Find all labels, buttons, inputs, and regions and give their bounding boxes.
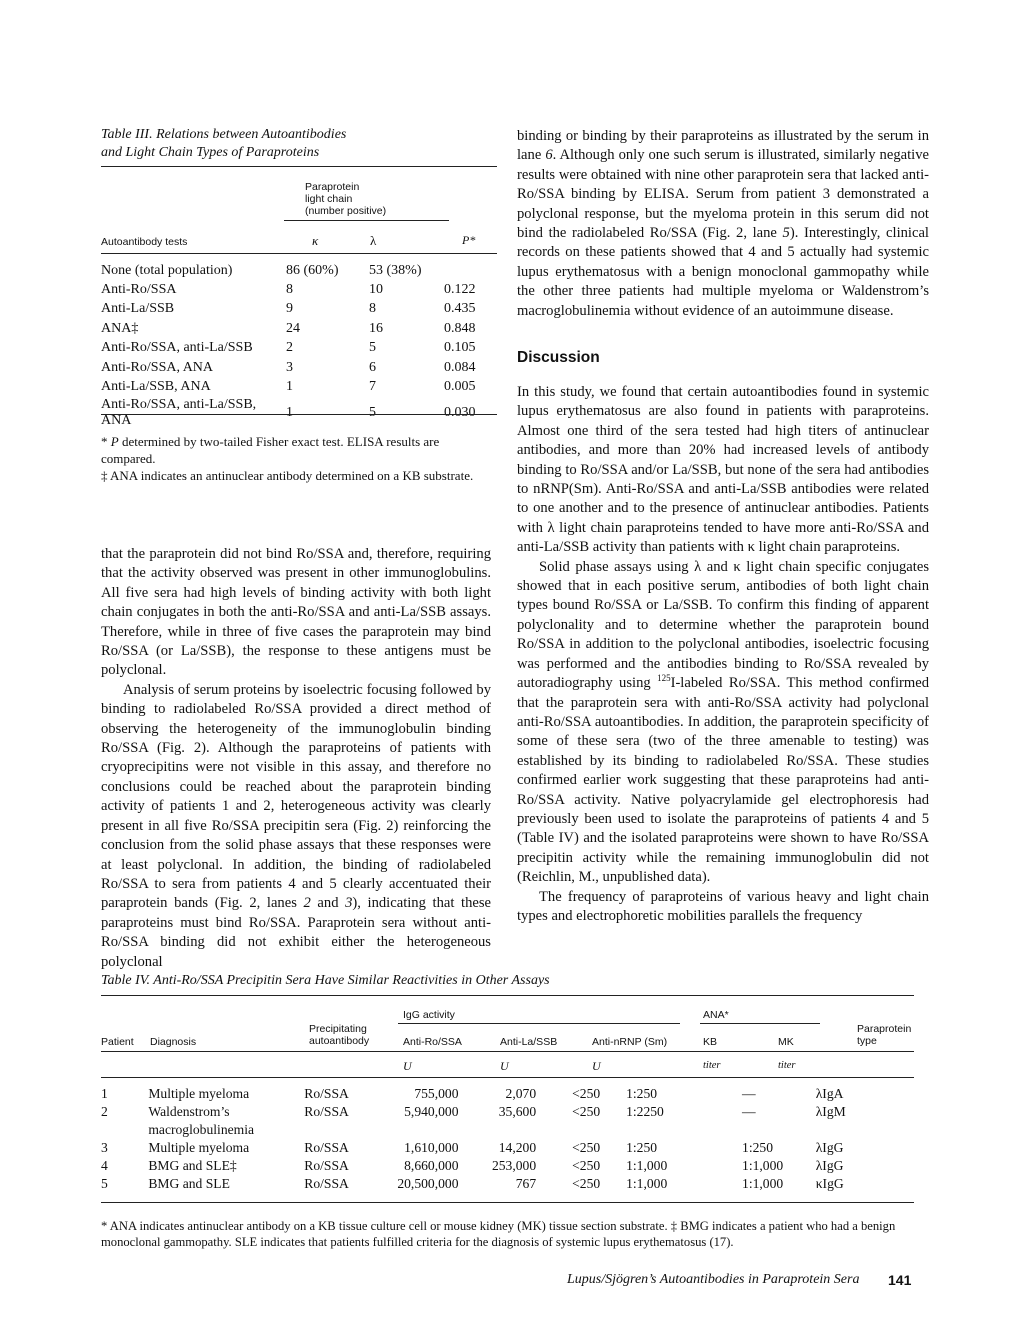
table4-cell-kb: 1:1,000: [626, 1176, 668, 1191]
table3-group-rule: [284, 220, 449, 221]
table4-header-precipitating: Precipitating autoantibody: [309, 1023, 370, 1047]
table3-rows: [101, 261, 497, 429]
table4-header-ana: ANA*: [703, 1009, 729, 1021]
table3-row: [101, 339, 497, 358]
table4-cell-anti-nrnp: <250: [572, 1104, 601, 1119]
table3-cell-autoantibody: ANA‡: [101, 320, 139, 336]
table3-cell-kappa: 2: [286, 340, 293, 356]
table4-header-anti-la: Anti-La/SSB: [500, 1036, 558, 1048]
table3-cell-kappa: 86 (60%): [286, 262, 339, 278]
table4-cell-patient: 3: [101, 1140, 108, 1155]
table3-cell-autoantibody: Anti-La/SSB, ANA: [101, 379, 211, 395]
table4-cell-anti-la: 2,070: [505, 1086, 537, 1101]
table3-cell-autoantibody: Anti-Ro/SSA, anti-La/SSB: [101, 340, 253, 356]
table3-body: [101, 261, 497, 429]
table4-row: [101, 1085, 914, 1103]
table4-ana-rule: [700, 1023, 820, 1024]
table4-cell-type: λIgM: [815, 1104, 846, 1119]
right-column-top: [517, 127, 929, 321]
table4-unit-mk: titer: [778, 1060, 796, 1071]
table3-cell-p: 0.122: [444, 282, 476, 298]
table4-cell-anti-nrnp: <250: [572, 1158, 601, 1173]
table4-cell-type: κIgG: [815, 1176, 844, 1191]
page-number: 141: [888, 1272, 912, 1288]
table4-row: [101, 1157, 914, 1175]
table4-cell-precipitating: Ro/SSA: [304, 1104, 349, 1119]
table3-cell-p: 0.005: [444, 379, 476, 395]
diagnosis-line-continued: macroglobulinemia: [148, 1122, 255, 1137]
table3-cell-lambda: 8: [369, 301, 376, 317]
table4-cell-patient: 2: [101, 1104, 108, 1119]
table3-cell-lambda: 5: [369, 404, 376, 420]
right-column-body: [517, 383, 929, 926]
table4-cell-diagnosis: [148, 1139, 304, 1157]
table3-row: [101, 377, 497, 396]
table4-header-rule: [101, 1051, 914, 1052]
table3-cell-lambda: 16: [369, 320, 383, 336]
table4-footnote: * ANA indicates antinuclear antibody on a KB tissue culture cell or mouse kidney (MK) tissue section substrate. ‡ BMG indicates a patient who had a benign monoclonal gammopathy. SLE indicates that patients fulfilled criteria for the diagnosis of systemic lupus erythematosus (17).: [101, 1219, 896, 1249]
table4-header-paraprotein-type: Paraprotein type: [857, 1023, 912, 1047]
right-paragraph-4: The frequency of paraproteins of various heavy and light chain types and electrophoretic mobilities parallels the frequency: [517, 888, 929, 924]
table4-rows: [101, 1085, 914, 1193]
table3-header-lambda: λ: [370, 233, 377, 248]
table3-header-row: Autoantibody tests: [101, 236, 188, 248]
table4-cell-patient: 1: [101, 1086, 108, 1101]
table4-cell-patient: 4: [101, 1158, 108, 1173]
table4-cell-mk: 1:250: [742, 1140, 773, 1155]
table4-cell-type: λIgG: [815, 1140, 844, 1155]
table4-cell-anti-ro: 20,500,000: [397, 1176, 459, 1191]
diagnosis-line: Waldenstrom’s: [148, 1104, 230, 1119]
table4-row: [101, 1139, 914, 1157]
table3-row: [101, 300, 497, 319]
table4-header-mk: MK: [778, 1036, 794, 1048]
table3-cell-kappa: 24: [286, 320, 300, 336]
right-paragraph-1: binding or binding by their paraproteins as illustrated by the serum in lane 6. Although only one such serum is illustrated, similarly negative results were obtained with nine other paraprotein sera that lacked anti-Ro/SSA binding by ELISA. Serum from patient 3 demonstrated a polyclonal response, but the myeloma protein in this serum did not bind the radiolabeled Ro/SSA (Fig. 2, lane 5). Interestingly, clinical records on these patients showed that 4 and 5 actually had systemic lupus erythematosus with a benign monoclonal gammopathy while the other three patients had multiple myeloma or Waldenstrom’s macroglobulinemia without evidence of an autoimmune disease.: [517, 128, 929, 319]
table3-cell-lambda: 10: [369, 282, 383, 298]
table4-unit-ro: U: [403, 1059, 412, 1073]
table3-footnotes: [101, 433, 493, 484]
table4-cell-anti-nrnp: <250: [572, 1176, 601, 1191]
table4-cell-precipitating: Ro/SSA: [304, 1086, 349, 1101]
table4-caption: Table IV. Anti-Ro/SSA Precipitin Sera Have Similar Reactivities in Other Assays: [101, 973, 550, 988]
table4-cell-kb: 1:250: [626, 1140, 658, 1155]
table4-cell-anti-la: 253,000: [491, 1158, 537, 1173]
table3-cell-kappa: 1: [286, 404, 293, 420]
table3-cell-lambda: 5: [369, 340, 376, 356]
table4-unit-rule: [101, 1077, 914, 1078]
table3-caption: Table III. Relations between Autoantibodies and Light Chain Types of Paraproteins: [101, 127, 347, 160]
table4-row: [101, 1175, 914, 1193]
table3-cell-p: [444, 261, 497, 280]
table3-header-kappa: κ: [312, 233, 319, 248]
table4-unit-kb: titer: [703, 1060, 721, 1071]
table3-cell-kappa: 8: [286, 282, 293, 298]
table4-cell-type: λIgG: [815, 1158, 844, 1173]
table4-cell-mk: —: [742, 1104, 756, 1119]
table4-cell-kb: 1:2250: [626, 1104, 664, 1119]
table4-cell-anti-nrnp: <250: [572, 1086, 601, 1101]
table3-cell-autoantibody: Anti-Ro/SSA: [101, 282, 177, 298]
diagnosis-line: BMG and SLE‡: [148, 1158, 237, 1173]
table4-cell-anti-la: 14,200: [498, 1140, 537, 1155]
table3-cell-autoantibody: Anti-La/SSB: [101, 301, 175, 317]
table3-row: [101, 261, 497, 280]
table3-row: [101, 358, 497, 377]
table3-cell-kappa: 3: [286, 359, 293, 375]
table3-cell-p: 0.030: [444, 404, 476, 420]
table3-cell-lambda: 6: [369, 359, 376, 375]
table3-cell-p: 0.848: [444, 320, 476, 336]
table3-cell-autoantibody: None (total population): [101, 262, 233, 278]
table4-bottom-rule: [101, 1202, 914, 1203]
table4-cell-anti-la: 35,600: [498, 1104, 537, 1119]
table4-cell-anti-ro: 755,000: [414, 1086, 459, 1101]
table3-cell-kappa: 1: [286, 379, 293, 395]
table4-cell-precipitating: Ro/SSA: [304, 1140, 349, 1155]
table4-header-anti-nrnp: Anti-nRNP (Sm): [592, 1036, 668, 1048]
diagnosis-line: BMG and SLE: [148, 1176, 230, 1191]
table4-cell-anti-ro: 1,610,000: [404, 1140, 459, 1155]
table4-cell-kb: 1:1,000: [626, 1158, 668, 1173]
table4-cell-mk: 1:1,000: [742, 1176, 784, 1191]
table4-row: [101, 1103, 914, 1139]
table4-cell-precipitating: Ro/SSA: [304, 1158, 349, 1173]
right-paragraph-2: In this study, we found that certain autoantibodies found in systemic lupus erythematosus are also found in patients with paraproteins. Almost one third of the sera tested had high titers of antinuclear antibodies, and more than 20% had increased levels of antibody binding to Ro/SSA and/or La/SSB, but none of the sera had antibodies to nRNP(Sm). Anti-Ro/SSA and anti-La/SSB antibodies were related to one another and to the presence of antinuclear antibodies. Patients with λ light chain paraproteins tended to have more anti-Ro/SSA and anti-La/SSB activity than patients with κ light chain paraproteins.: [517, 384, 929, 556]
left-paragraph-1: that the paraprotein did not bind Ro/SSA and, therefore, requiring that the activity observed was present in other immunoglobulins. All five sera had high levels of binding activity with both light chain conjugates in both the anti-Ro/SSA and anti-La/SSB assays. Therefore, while in three of five cases the paraprotein may bind Ro/SSA (or La/SSB), the response to these antigens must be polyclonal.: [101, 546, 491, 679]
table4-cell-patient: 5: [101, 1176, 108, 1191]
table4-cell-anti-la: 767: [515, 1176, 537, 1191]
table3-row: [101, 397, 497, 429]
table4-unit-nrnp: U: [592, 1059, 601, 1073]
table3-cell-autoantibody: Anti-Ro/SSA, anti-La/SSB, ANA: [101, 396, 257, 428]
table3-cell-p: 0.435: [444, 301, 476, 317]
table3-header-rule: [101, 253, 497, 254]
table3-cell-autoantibody: Anti-Ro/SSA, ANA: [101, 359, 214, 375]
table4-top-rule: [101, 995, 914, 996]
table3-bottom-rule: [101, 414, 497, 415]
table4-cell-diagnosis: [148, 1157, 304, 1175]
table4-cell-diagnosis: [148, 1085, 304, 1103]
table3-cell-p: 0.084: [444, 359, 476, 375]
table4-cell-anti-nrnp: <250: [572, 1140, 601, 1155]
table3-footnote-1: * P determined by two-tailed Fisher exact test. ELISA results are compared.: [101, 434, 440, 466]
table4-cell-mk: 1:1,000: [742, 1158, 784, 1173]
table4-cell-precipitating: Ro/SSA: [304, 1176, 349, 1191]
right-paragraph-3: Solid phase assays using λ and κ light chain specific conjugates showed that in each positive serum, antibodies of both light chain types bound Ro/SSA or La/SSB. To confirm this finding of apparent polyclonality and to determine whether the paraprotein bound Ro/SSA in addition to the polyclonal antibodies, isoelectric focusing was performed and the antibodies binding to Ro/SSA revealed by autoradiography using $^{125}$I-labeled Ro/SSA. This method confirmed that the paraprotein sera with anti-Ro/SSA activity had polyclonal anti-Ro/SSA autoantibodies. In addition, the paraprotein specificity of some of these sera (two of the three amenable to testing) was established by its binding to radiolabeled Ro/SSA. These studies confirmed earlier work suggesting that these paraproteins had anti-Ro/SSA activity. Native polyacrylamide gel electrophoresis had previously been used to isolate the paraproteins of patients 4 and 5 (Table IV) and the isolated paraproteins were shown to have Ro/SSA precipitin activity while the remaining immunoglobulin did not (Reichlin, M., unpublished data).: [517, 558, 929, 886]
table3-header-p: P*: [462, 233, 476, 247]
table4-body: [101, 1085, 914, 1193]
table4-cell-mk: —: [742, 1086, 756, 1101]
table4-cell-anti-ro: 8,660,000: [404, 1158, 459, 1173]
left-paragraph-2: Analysis of serum proteins by isoelectric focusing followed by binding to radiolabeled Ro/SSA provided a direct method of observing the heterogeneity of the immunoglobulin binding Ro/SSA (Fig. 2). Although the paraproteins of patients with cryoprecipitins were not visible in this assay, and therefore no conclusions could be reached about the paraprotein binding activity of patients 1 and 2, heterogeneous activity was clearly present in all five Ro/SSA precipitin sera (Fig. 2) reinforcing the conclusion from the solid phase assays that these responses were at least polyclonal. In addition, the binding of radiolabeled Ro/SSA to sera from patients 4 and 5 clearly accentuated their paraprotein bands (Fig. 2, lanes 2 and 3), indicating that these paraproteins must bind Ro/SSA. Paraprotein sera without anti-Ro/SSA binding did not exhibit either the heterogeneous polyclonal: [101, 681, 491, 970]
table4-header-kb: KB: [703, 1036, 718, 1048]
table4-cell-diagnosis: [148, 1175, 304, 1193]
table4-cell-kb: 1:250: [626, 1086, 658, 1101]
table3-cell-lambda: 53 (38%): [369, 262, 422, 278]
table4-unit-la: U: [500, 1059, 509, 1073]
table3-cell-p: 0.105: [444, 340, 476, 356]
table4-cell-diagnosis: [148, 1103, 304, 1139]
table4-header-anti-ro: Anti-Ro/SSA: [403, 1036, 462, 1048]
diagnosis-line: Multiple myeloma: [148, 1086, 250, 1101]
table4-cell-type: λIgA: [815, 1086, 844, 1101]
table4-header-diagnosis: Diagnosis: [150, 1036, 197, 1048]
left-column-text: [101, 545, 491, 972]
table3-top-rule: [101, 166, 497, 167]
table3-row: [101, 319, 497, 338]
table4-header-patient: Patient: [101, 1036, 134, 1048]
table4-header-igg: IgG activity: [403, 1009, 455, 1021]
table3-cell-kappa: 9: [286, 301, 293, 317]
table3-cell-lambda: 7: [369, 379, 376, 395]
table3-row: [101, 280, 497, 299]
section-heading-discussion: Discussion: [517, 349, 600, 366]
table4-igg-rule: [398, 1023, 680, 1024]
running-footer: Lupus/Sjögren’s Autoantibodies in Paraprotein Sera: [567, 1272, 860, 1287]
table3-footnote-2: ‡ ANA indicates an antinuclear antibody determined on a KB substrate.: [101, 468, 474, 483]
table4-cell-anti-ro: 5,940,000: [404, 1104, 459, 1119]
table3-header-group: Paraprotein light chain (number positive): [305, 181, 387, 217]
diagnosis-line: Multiple myeloma: [148, 1140, 250, 1155]
